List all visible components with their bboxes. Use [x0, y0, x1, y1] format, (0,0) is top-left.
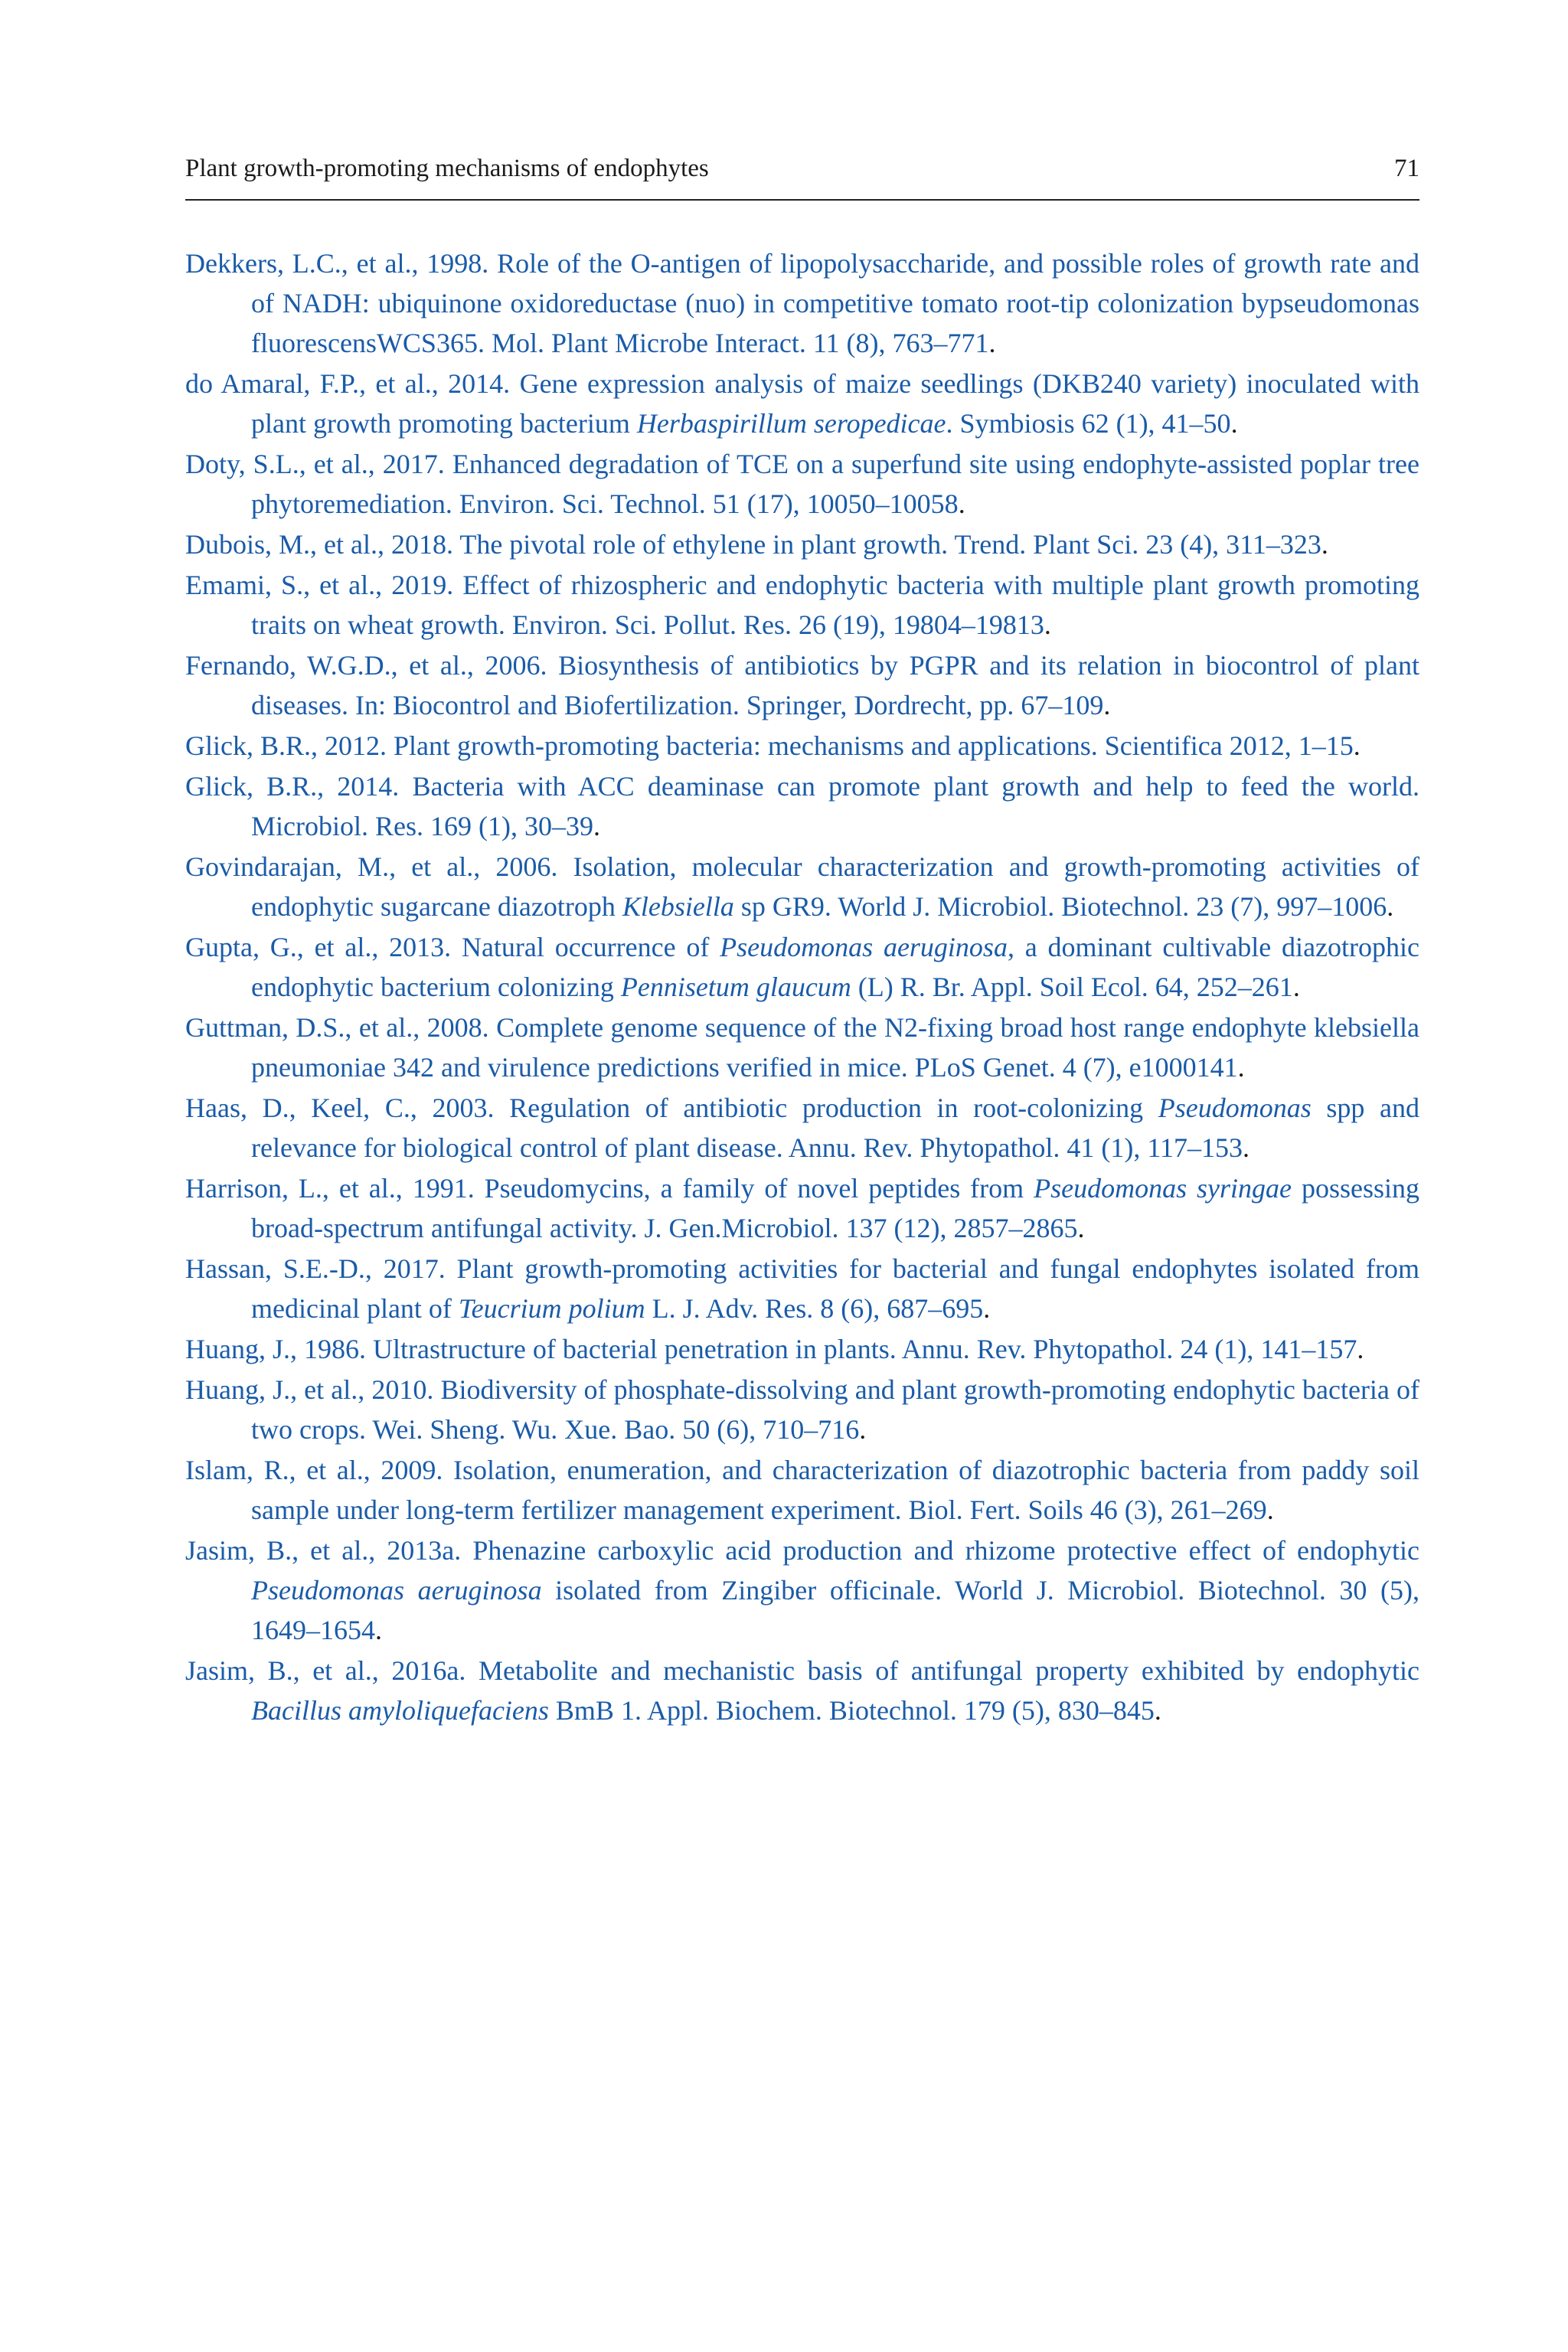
reference-entry[interactable] [185, 524, 1419, 564]
reference-entry[interactable] [185, 847, 1419, 926]
reference-terminal-period: . [1044, 609, 1051, 640]
reference-entry[interactable] [185, 1088, 1419, 1168]
reference-italic-text: Pseudomonas [1158, 1093, 1312, 1123]
reference-text: Jasim, B., et al., 2016a. Metabolite and mechanistic basis of antifungal property exhibited by endophytic [185, 1655, 1419, 1686]
reference-terminal-period: . [1103, 690, 1111, 720]
reference-text: Haas, D., Keel, C., 2003. Regulation of antibiotic production in root-colonizing [185, 1093, 1158, 1123]
running-head-title: Plant growth-promoting mechanisms of endophytes [185, 155, 709, 182]
reference-italic-text: Klebsiella [622, 891, 734, 922]
reference-terminal-period: . [1266, 1494, 1274, 1525]
reference-terminal-period: . [1357, 1334, 1364, 1364]
reference-entry[interactable] [185, 1450, 1419, 1530]
reference-text: Guttman, D.S., et al., 2008. Complete genome sequence of the N2-fixing broad host range endophyte klebsiella pneumoniae 342 and virulence predictions verified in mice. PLoS Genet. 4 (7), e1000141 [185, 1012, 1419, 1083]
reference-terminal-period: . [1243, 1132, 1250, 1163]
reference-entry[interactable] [185, 1530, 1419, 1650]
reference-entry[interactable] [185, 1008, 1419, 1087]
reference-terminal-period: . [988, 328, 996, 358]
reference-terminal-period: . [1154, 1695, 1161, 1726]
reference-text: isolated from Zingiber officinale. World J. Microbiol. Biotechnol. 30 (5), 1649–1654 [251, 1575, 1419, 1645]
reference-text: Emami, S., et al., 2019. Effect of rhizospheric and endophytic bacteria with multiple plant growth promoting traits on wheat growth. Environ. Sci. Pollut. Res. 26 (19), 19804–19813 [185, 570, 1419, 640]
reference-italic-text: Pseudomonas aeruginosa [251, 1575, 542, 1606]
reference-text: Glick, B.R., 2014. Bacteria with ACC deaminase can promote plant growth and help to feed the world. Microbiol. Res. 169 (1), 30–39 [185, 771, 1419, 841]
reference-entry[interactable] [185, 565, 1419, 645]
reference-text: Hassan, S.E.-D., 2017. Plant growth-promoting activities for bacterial and fungal endophytes isolated from medicinal plant of [185, 1253, 1419, 1324]
reference-terminal-period: . [375, 1615, 382, 1645]
reference-entry[interactable] [185, 1370, 1419, 1449]
reference-terminal-period: . [983, 1293, 991, 1324]
reference-text: possessing broad-spectrum antifungal activity. J. Gen.Microbiol. 137 (12), 2857–2865 [251, 1173, 1419, 1243]
reference-terminal-period: . [1353, 730, 1361, 761]
reference-terminal-period: . [1237, 1052, 1245, 1083]
reference-list [185, 243, 1419, 1731]
reference-text: Jasim, B., et al., 2013a. Phenazine carboxylic acid production and rhizome protective effect of endophytic [185, 1535, 1419, 1566]
reference-text: Doty, S.L., et al., 2017. Enhanced degradation of TCE on a superfund site using endophyte-assisted poplar tree phytoremediation. Environ. Sci. Technol. 51 (17), 10050–10058 [185, 449, 1419, 519]
reference-terminal-period: . [1321, 529, 1328, 560]
reference-terminal-period: . [1230, 408, 1238, 439]
reference-text: (L) R. Br. Appl. Soil Ecol. 64, 252–261 [851, 972, 1293, 1002]
reference-italic-text: Herbaspirillum seropedicae [636, 408, 946, 439]
reference-entry[interactable] [185, 243, 1419, 363]
reference-terminal-period: . [958, 488, 965, 519]
reference-text: L. J. Adv. Res. 8 (6), 687–695 [645, 1293, 984, 1324]
reference-italic-text: Pseudomonas syringae [1034, 1173, 1292, 1204]
reference-text: do Amaral, F.P., et al., 2014. Gene expression analysis of maize seedlings (DKB240 variety) inoculated with plant growth promoting bacterium [185, 368, 1419, 439]
reference-text: Glick, B.R., 2012. Plant growth-promoting bacteria: mechanisms and applications. Scientifica 2012, 1–15 [185, 730, 1354, 761]
reference-text: BmB 1. Appl. Biochem. Biotechnol. 179 (5), 830–845 [548, 1695, 1155, 1726]
reference-italic-text: Pennisetum glaucum [620, 972, 851, 1002]
reference-text: Gupta, G., et al., 2013. Natural occurrence of [185, 932, 720, 962]
reference-terminal-period: . [1077, 1213, 1085, 1243]
reference-text: Dekkers, L.C., et al., 1998. Role of the O-antigen of lipopolysaccharide, and possible roles of growth rate and of NADH: ubiquinone oxidoreductase (nuo) in competitive tomato root-tip colonization bypseudomonas fluorescensWCS365. Mol. Plant Microbe Interact. 11 (8), 763–771 [185, 248, 1419, 358]
running-head [185, 150, 1419, 201]
reference-entry[interactable] [185, 766, 1419, 846]
reference-text: Huang, J., et al., 2010. Biodiversity of phosphate-dissolving and plant growth-promoting endophytic bacteria of two crops. Wei. Sheng. Wu. Xue. Bao. 50 (6), 710–716 [185, 1374, 1419, 1445]
reference-terminal-period: . [593, 811, 600, 841]
reference-text: Govindarajan, M., et al., 2006. Isolation, molecular characterization and growth-promoting activities of endophytic sugarcane diazotroph [185, 851, 1419, 922]
reference-italic-text: Bacillus amyloliquefaciens [251, 1695, 549, 1726]
reference-text: Harrison, L., et al., 1991. Pseudomycins, a family of novel peptides from [185, 1173, 1034, 1204]
reference-entry[interactable] [185, 364, 1419, 443]
reference-entry[interactable] [185, 726, 1419, 766]
reference-text: Dubois, M., et al., 2018. The pivotal role of ethylene in plant growth. Trend. Plant Sci. 23 (4), 311–323 [185, 529, 1321, 560]
reference-text: . Symbiosis 62 (1), 41–50 [946, 408, 1231, 439]
reference-text: Islam, R., et al., 2009. Isolation, enumeration, and characterization of diazotrophic bacteria from paddy soil sample under long-term fertilizer management experiment. Biol. Fert. Soils 46 (3), 261–269 [185, 1455, 1419, 1525]
reference-entry[interactable] [185, 444, 1419, 524]
reference-entry[interactable] [185, 1651, 1419, 1730]
reference-entry[interactable] [185, 1249, 1419, 1328]
reference-text: Fernando, W.G.D., et al., 2006. Biosynthesis of antibiotics by PGPR and its relation in biocontrol of plant diseases. In: Biocontrol and Biofertilization. Springer, Dordrecht, pp. 67–109 [185, 650, 1419, 720]
reference-entry[interactable] [185, 927, 1419, 1007]
reference-entry[interactable] [185, 1168, 1419, 1248]
page-number: 71 [1394, 155, 1419, 182]
reference-italic-text: Teucrium polium [458, 1293, 645, 1324]
reference-entry[interactable] [185, 1329, 1419, 1369]
reference-terminal-period: . [1387, 891, 1394, 922]
reference-terminal-period: . [859, 1414, 867, 1445]
reference-text: Huang, J., 1986. Ultrastructure of bacterial penetration in plants. Annu. Rev. Phytopathol. 24 (1), 141–157 [185, 1334, 1357, 1364]
reference-terminal-period: . [1292, 972, 1300, 1002]
reference-text: , a dominant cultivable diazotrophic endophytic bacterium colonizing [251, 932, 1419, 1002]
reference-entry[interactable] [185, 645, 1419, 725]
reference-text: sp GR9. World J. Microbiol. Biotechnol. 23 (7), 997–1006 [733, 891, 1387, 922]
reference-text: spp and relevance for biological control of plant disease. Annu. Rev. Phytopathol. 41 (1), 117–153 [251, 1093, 1419, 1163]
reference-italic-text: Pseudomonas aeruginosa [720, 932, 1008, 962]
